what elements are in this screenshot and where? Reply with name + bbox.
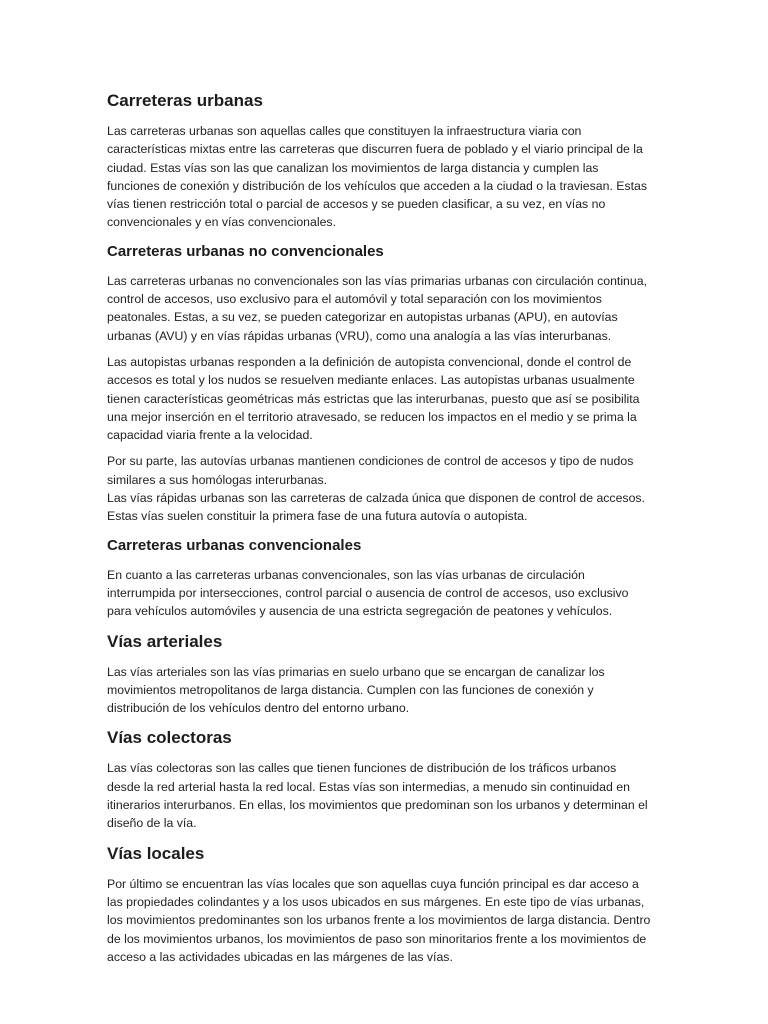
section-heading: Vías colectoras [107,728,232,748]
paragraph [107,663,663,718]
document-page [107,88,663,974]
text-line: vías tienen restricción total o parcial de accesos y se pueden clasificar, a su vez, en vías no [107,197,606,212]
text-line: capacidad viaria frente a la velocidad. [107,428,313,443]
text-line: accesos es total y los nudos se resuelven mediante enlaces. Las autopistas urbanas usualmente [107,373,635,388]
text-line: acceso a las actividades ubicadas en las márgenes de las vías. [107,949,453,964]
text-line: Las vías arteriales son las vías primarias en suelo urbano que se encargan de canalizar los [107,664,605,679]
text-line: convencionales y en vías convencionales. [107,215,336,230]
text-line: itinerarios interurbanos. En ellas, los movimientos que predominan son los urbanos y determinan el [107,798,648,813]
text-line: urbanas (AVU) y en vías rápidas urbanas (VRU), como una analogía a las vías interurbanas. [107,328,612,343]
paragraph [107,566,663,621]
section-3 [107,629,663,718]
section-4 [107,725,663,832]
section-2 [107,534,663,621]
section-heading: Carreteras urbanas convencionales [107,536,362,554]
section-heading: Carreteras urbanas no convencionales [107,242,384,260]
paragraph [107,122,663,232]
paragraph [107,875,663,966]
text-line: los movimientos predominantes son los urbanos frente a los movimientos de larga distancia. Dentro [107,913,651,928]
text-line: funciones de conexión y distribución de los vehículos que acceden a la ciudad o la traviesan. Estas [107,178,648,193]
section-5 [107,841,663,966]
text-line: ciudad. Estas vías son las que canalizan los movimientos de larga distancia y cumplen las [107,160,599,175]
text-line: peatonales. Estas, a su vez, se pueden categorizar en autopistas urbanas (APU), en autovías [107,310,618,325]
section-heading: Vías arteriales [107,631,223,651]
text-line: Las vías colectoras son las calles que tienen funciones de distribución de los tráficos urbanos [107,761,617,776]
paragraph [107,452,663,525]
text-line: Por último se encuentran las vías locales que son aquellas cuya función principal es dar acceso a [107,876,639,891]
text-line: Las carreteras urbanas no convencionales son las vías primarias urbanas con circulación continua, [107,273,647,288]
text-line: diseño de la vía. [107,816,197,831]
text-line: desde la red arterial hasta la red local. Estas vías son intermedias, a menudo sin continuidad en [107,779,630,794]
text-line: de los movimientos urbanos, los movimientos de paso son minoritarios frente a los movimientos de [107,931,647,946]
section-0 [107,88,663,232]
paragraph [107,759,663,832]
text-line: una mejor inserción en el territorio atravesado, se reducen los impactos en el medio y se prima la [107,409,637,424]
text-line: Las vías rápidas urbanas son las carreteras de calzada única que disponen de control de accesos. [107,491,645,506]
text-line: movimientos metropolitanos de larga distancia. Cumplen con las funciones de conexión y [107,682,594,697]
text-line: distribución de los vehículos dentro del entorno urbano. [107,701,410,716]
section-heading: Vías locales [107,843,205,863]
text-line: para vehículos automóviles y ausencia de una estricta segregación de peatones y vehículos. [107,604,613,619]
text-line: Las carreteras urbanas son aquellas calles que constituyen la infraestructura viaria con [107,124,582,138]
section-1 [107,240,663,526]
text-line: Estas vías suelen constituir la primera fase de una futura autovía o autopista. [107,509,528,524]
text-line: tienen características geométricas más estrictas que las interurbanas, puesto que así se posibilita [107,391,640,406]
text-line: similares a sus homólogas interurbanas. [107,472,328,487]
section-heading: Carreteras urbanas [107,91,263,110]
paragraph [107,272,663,345]
text-line: Por su parte, las autovías urbanas mantienen condiciones de control de accesos y tipo de nudos [107,454,634,469]
text-line: las propiedades colindantes y a los usos ubicados en sus márgenes. En este tipo de vías urbanas, [107,894,645,909]
text-line: interrumpida por intersecciones, control parcial o ausencia de control de accesos, uso exclusivo [107,585,629,600]
text-line: En cuanto a las carreteras urbanas convencionales, son las vías urbanas de circulación [107,567,585,582]
text-line: control de accesos, uso exclusivo para el automóvil y total separación con los movimientos [107,292,602,307]
text-line: Las autopistas urbanas responden a la definición de autopista convencional, donde el control de [107,354,632,369]
text-line: características mixtas entre las carreteras que discurren fuera de poblado y el viario principal de la [107,142,643,157]
paragraph [107,353,663,444]
